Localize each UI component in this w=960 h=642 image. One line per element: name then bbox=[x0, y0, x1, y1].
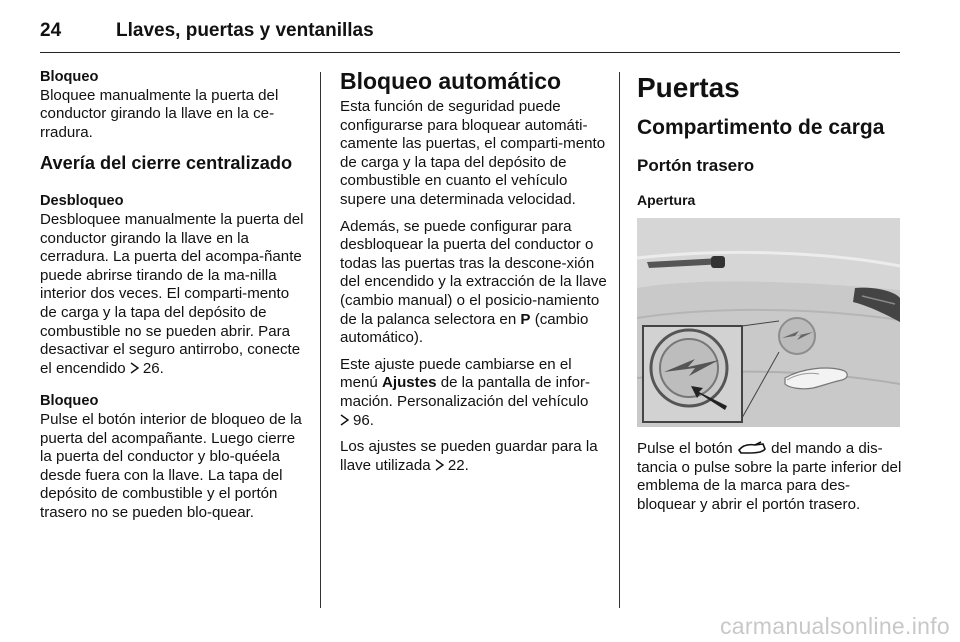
page-reference[interactable]: 22. bbox=[435, 457, 469, 474]
reference-arrow-icon bbox=[130, 362, 140, 374]
heading-porton-trasero: Portón trasero bbox=[637, 156, 755, 175]
chapter-title: Llaves, puertas y ventanillas bbox=[116, 20, 374, 41]
reference-arrow-icon bbox=[340, 414, 350, 426]
figure-caption: Pulse el botón del mando a dis-tancia o pulse sobre la parte inferior del emblema de la marca para des-bloquear y abrir el portón trasero. bbox=[637, 440, 902, 513]
subheading-bloqueo-2: Bloqueo bbox=[40, 393, 99, 410]
paragraph-bloqueo-1: Bloquee manualmente la puerta del conductor girando la llave en la ce-rradura. bbox=[40, 86, 279, 141]
tailgate-illustration bbox=[637, 218, 900, 427]
section-heading-averia: Avería del cierre centralizado bbox=[40, 153, 293, 174]
page-reference[interactable]: 26. bbox=[130, 360, 164, 377]
paragraph-auto-2: Además, se puede configurar para desbloquear la puerta del conductor o todas las puertas tras la descone-xión del encendido y la extracción de la llave (cambio manual) o el posicio-namiento de la palanca selectora en P (cambio automático). bbox=[340, 217, 607, 347]
paragraph-auto-4: Los ajustes se pueden guardar para la llave utilizada 22. bbox=[340, 438, 598, 474]
watermark: carmanualsonline.info bbox=[719, 613, 950, 639]
header-divider bbox=[40, 52, 900, 53]
heading-bloqueo-automatico: Bloqueo automático bbox=[340, 68, 562, 94]
page-header bbox=[40, 14, 900, 50]
paragraph-bloqueo-2: Pulse el botón interior de bloqueo de la puerta del acompañante. Luego cierre la puerta del conductor y blo-quéela desde fuera con la llave. La tapa del depósito de combustible y el portón trasero no se pueden blo-quear. bbox=[40, 410, 302, 521]
column-divider-2 bbox=[619, 72, 620, 608]
column-3 bbox=[637, 72, 905, 217]
tailgate-drawing bbox=[637, 218, 900, 427]
column-1 bbox=[40, 68, 308, 532]
selector-position-p: P bbox=[520, 310, 531, 328]
paragraph-auto-3: Este ajuste puede cambiarse en el menú Ajustes de la pantalla de infor-mación. Personalización del vehículo 96. bbox=[340, 355, 591, 429]
tailgate-open-icon bbox=[737, 441, 767, 455]
reference-arrow-icon bbox=[435, 459, 445, 471]
subheading-desbloqueo: Desbloqueo bbox=[40, 193, 124, 210]
desbloqueo-text: Desbloquee manualmente la puerta del conductor girando la llave en la cerradura. La puerta del acompa-ñante puede abrirse tirando de la ma-nilla interior dos veces. El comparti-mento de carga y la tapa del depósito de combustible no se pueden abrir. Para desactivar el seguro antirrobo, conecte el encendido bbox=[40, 210, 304, 377]
page-number: 24 bbox=[40, 20, 62, 41]
paragraph-desbloqueo bbox=[40, 211, 308, 378]
menu-ajustes: Ajustes bbox=[381, 374, 437, 392]
heading-compartimento: Compartimento de carga bbox=[637, 116, 885, 139]
paragraph-auto-1: Esta función de seguridad puede configurarse para bloquear automáti-camente las puertas, el comparti-mento de carga y la tapa del depósito de combustible en cuanto el vehículo supere una determinada velocidad. bbox=[340, 98, 606, 208]
column-divider-1 bbox=[320, 72, 321, 608]
subheading-bloqueo-1: Bloqueo bbox=[40, 69, 99, 85]
heading-puertas: Puertas bbox=[637, 72, 740, 103]
heading-apertura: Apertura bbox=[637, 192, 696, 208]
column-2 bbox=[340, 68, 608, 483]
page-reference[interactable]: 96. bbox=[340, 412, 374, 429]
